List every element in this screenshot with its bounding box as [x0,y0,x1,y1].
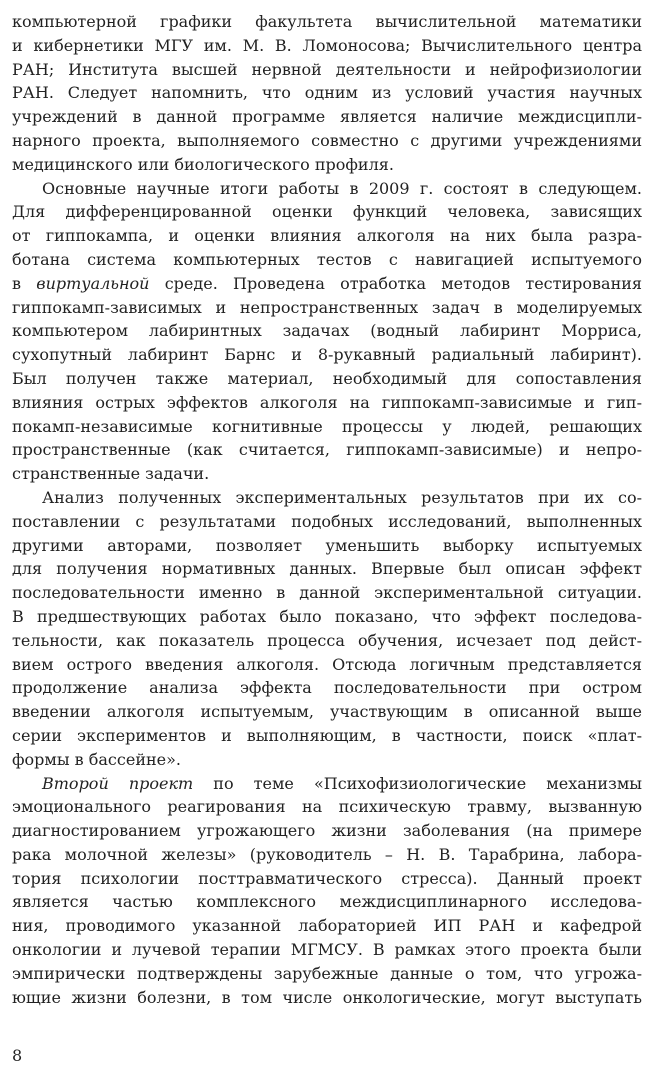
text-line [12,438,642,462]
text-line [12,748,642,772]
text-run: серии экспериментов и выполняющим, в частности, поиск «плат- [12,725,642,745]
text-run: для получения нормативных данных. Впервые был описан эффект [12,559,642,579]
text-line [12,34,642,58]
text-line [12,914,642,938]
text-line [12,676,642,700]
text-run: среде. Проведена отработка методов тестирования [149,273,643,293]
text-run: покамп-независимые когнитивные процессы у людей, решающих [12,416,642,436]
text-run: продолжение анализа эффекта последовательности при остром [12,678,642,698]
italic-text: виртуальной [36,273,150,293]
text-line [12,938,642,962]
text-run: формы в бассейне». [12,749,181,769]
text-run: ботана система компьютерных тестов с навигацией испытуемого [12,249,642,269]
paragraph [12,10,642,177]
text-line [12,367,642,391]
text-line [12,890,642,914]
page-body [12,10,642,1009]
text-line [12,200,642,224]
text-line [12,629,642,653]
text-run: вием острого введения алкоголя. Отсюда логичным представляется [12,654,642,674]
text-line [12,81,642,105]
text-line [12,153,642,177]
text-line [12,129,642,153]
text-run: поставлении с результатами подобных исследований, выполненных [12,511,642,531]
text-line [12,724,642,748]
text-run: ния, проводимого указанной лабораторией ИП РАН и кафедрой [12,916,642,936]
text-run: влияния острых эффектов алкоголя на гиппокамп-зависимые и гип- [12,392,642,412]
text-line [12,248,642,272]
text-run: тория психологии посттравматического стресса). Данный проект [12,868,642,888]
text-line [12,795,642,819]
text-run: эмоционального реагирования на психическую травму, вызванную [12,797,642,817]
text-line [12,581,642,605]
text-line [12,534,642,558]
text-line [12,819,642,843]
text-line [12,105,642,129]
text-run: компьютерной графики факультета вычислительной математики [12,12,642,31]
text-line [12,462,642,486]
text-line [12,843,642,867]
text-run: и кибернетики МГУ им. М. В. Ломоносова; Вычислительного центра [12,35,642,55]
text-run: Анализ полученных экспериментальных результатов при их со- [42,487,642,507]
text-line [12,486,642,510]
text-line [12,343,642,367]
text-run: медицинского или биологического профиля. [12,154,394,174]
text-run: учреждений в данной программе является наличие междисципли- [12,107,642,127]
text-line [12,319,642,343]
text-run: другими авторами, позволяет уменьшить выборку испытуемых [12,535,642,555]
text-run: тельности, как показатель процесса обучения, исчезает под дейст- [12,630,642,650]
text-line [12,10,642,34]
text-run: РАН. Следует напомнить, что одним из условий участия научных [12,83,642,103]
page-number: 8 [12,1046,23,1065]
paragraph [12,486,642,772]
text-line [12,272,642,296]
paragraph [12,177,642,486]
text-line [12,653,642,677]
text-run: Основные научные итоги работы в 2009 г. состоят в следующем. [42,178,642,198]
text-run: онкологии и лучевой терапии МГМСУ. В рамках этого проекта были [12,940,642,960]
text-run: эмпирически подтверждены зарубежные данные о том, что угрожа- [12,963,642,983]
text-line [12,391,642,415]
text-run: странственные задачи. [12,464,210,484]
text-line [12,605,642,629]
text-run: РАН; Института высшей нервной деятельности и нейрофизиологии [12,59,642,79]
text-run: рака молочной железы» (руководитель – Н. В. Тарабрина, лабора- [12,844,642,864]
text-run: сухопутный лабиринт Барнс и 8-рукавный радиальный лабиринт). [12,345,642,365]
text-run: от гиппокампа, и оценки влияния алкоголя на них была разра- [12,226,642,246]
text-run: ющие жизни болезни, в том числе онкологические, могут выступать [12,987,642,1007]
text-run: диагностированием угрожающего жизни заболевания (на примере [12,821,642,841]
text-run: является частью комплексного междисциплинарного исследова- [12,892,642,912]
text-run: пространственные (как считается, гиппокамп-зависимые) и непро- [12,440,642,460]
text-line [12,177,642,201]
text-line [12,557,642,581]
text-line [12,986,642,1010]
text-run: последовательности именно в данной экспериментальной ситуации. [12,583,642,603]
text-line [12,700,642,724]
italic-text: Второй проект [42,773,194,793]
paragraph [12,772,642,1010]
text-run: Для дифференцированной оценки функций человека, зависящих [12,202,642,222]
text-line [12,58,642,82]
text-run: гиппокамп-зависимых и непространственных задач в моделируемых [12,297,642,317]
text-line [12,415,642,439]
text-line [12,510,642,534]
text-run: введении алкоголя испытуемым, участвующим в описанной выше [12,702,642,722]
text-line [12,867,642,891]
text-run: нарного проекта, выполняемого совместно с другими учреждениями [12,130,642,150]
text-line [12,772,642,796]
text-run: по теме «Психофизиологические механизмы [193,773,642,793]
text-run: В предшествующих работах было показано, что эффект последова- [12,606,642,626]
text-run: Был получен также материал, необходимый для сопоставления [12,368,642,388]
text-line [12,224,642,248]
text-run: компьютером лабиринтных задачах (водный лабиринт Морриса, [12,321,642,341]
text-line [12,962,642,986]
text-run: в [12,273,37,293]
text-line [12,296,642,320]
